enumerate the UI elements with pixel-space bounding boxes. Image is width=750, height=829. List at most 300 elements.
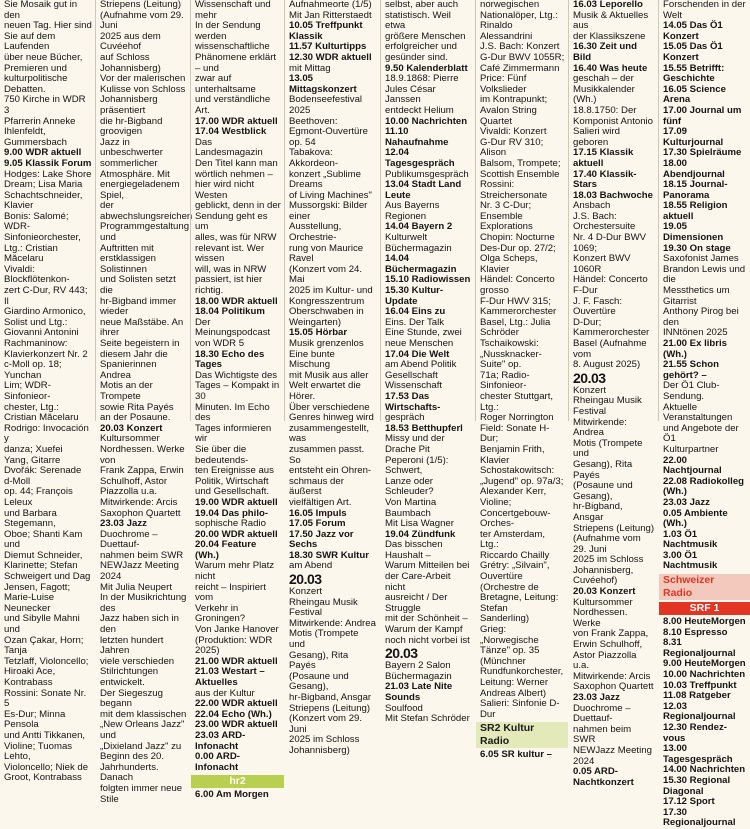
listing-line: Grétry: „Silvain", [480, 560, 550, 572]
listing-line: Bayern 2 Salon [385, 660, 451, 672]
listing-line: Kammerorchester [480, 306, 557, 318]
column-4-top [289, 0, 377, 572]
listing-line: 17.04 Westblick [195, 126, 267, 138]
listing-line: Rossini: Streichersonate [480, 179, 548, 201]
listing-line: 18.30 Echo des Tages [195, 348, 265, 371]
listing-line: 23.03 Jazz [573, 692, 620, 703]
listing-line: of Living Machines" [289, 189, 372, 201]
listing-line: 17.40 Klassik-Stars [573, 168, 637, 191]
listing-line: Nordhessen. Werke von [100, 443, 185, 466]
listing-line: Striepens (Leitung) [573, 522, 655, 534]
listing-line: diesem Jahr die [100, 348, 168, 360]
listing-line: Anthony Pirog bei den [663, 306, 739, 328]
listing-line: F-Dur HWV 315; [480, 295, 551, 307]
listing-line: Musik grenzenlos [289, 338, 364, 349]
listing-line: energiegeladenem Spiel, [100, 179, 180, 201]
listing-line: 2025 im Schloss [573, 554, 644, 566]
listing-line: (Konzert vom 24. Mai [289, 263, 363, 286]
listing-line: aus der Kultur [195, 687, 255, 699]
column-5 [380, 0, 475, 725]
listing-line: 16.30 Zeit und Bild [573, 41, 637, 63]
listing-line: neue Menschen [385, 338, 454, 349]
column-7-bottom [573, 386, 655, 789]
listing-line: Ltg.: Cristian Măcelaru [4, 242, 58, 265]
column-2 [95, 0, 193, 805]
listing-line: Violoncello; Niek de [4, 761, 89, 773]
listing-line: Motis (Trompete und [573, 437, 643, 460]
listing-line: wissenschaftliche [195, 41, 270, 53]
listing-line: reicht – Inspiriert vom [195, 581, 266, 604]
listing-line: viele verschieden [100, 655, 175, 667]
column-4 [284, 0, 380, 756]
listing-line: Groot, Kontrabass [4, 772, 82, 784]
listing-line: Kultursommer [573, 596, 633, 608]
listing-line: Soulfood [385, 702, 423, 714]
listing-line: Olga Scheps, Klavier [480, 253, 538, 275]
listing-line: Jules César Janssen [385, 83, 436, 106]
listing-line: Johannisberg) [289, 744, 350, 756]
listing-line: von Frank Zappa, [573, 628, 649, 640]
listing-line: 18.9.1868: Pierre [385, 73, 459, 85]
listing-line: Benjamin Frith, Klavier [480, 443, 545, 466]
listing-line: Nr. 4 D-Dur BWV 1069; [573, 232, 647, 254]
column-7 [568, 0, 658, 788]
listing-line: zusammen passt. So [289, 443, 365, 466]
listing-line: Jensen, Fagott; [4, 581, 71, 593]
listing-line: Rodrigo: Invocación y [4, 422, 89, 445]
listing-line: Violine; Tuomas Lehto, [4, 740, 73, 763]
listing-line: Komponist Antonio [573, 115, 654, 127]
listing-line: Tabakova: Akkordeon- [289, 147, 339, 169]
listing-line: Basel (Aufnahme vom [573, 338, 647, 360]
listing-line: Kongresszentrum [289, 295, 365, 307]
listing-line: 15.10 Radiowissen [385, 274, 471, 286]
listing-line: Saxofonist James [663, 253, 739, 265]
listing-line: Verkehr in Groningen? [195, 602, 246, 625]
listing-line: von WDR 5 [195, 338, 245, 349]
listing-line: Frank Zappa, Erwin [100, 465, 184, 477]
listing-line: Sie auf dem Laufenden [4, 30, 56, 53]
listing-line: 13.05 Mittagskonzert [289, 73, 357, 95]
listing-line: c-Moll op. 18; Yunchan [4, 359, 62, 381]
listing-line: 71a; Radio-Sinfonieor- [480, 369, 530, 392]
listing-line: 9.50 Kalenderblatt [385, 62, 468, 74]
listing-line: Konzert [289, 586, 323, 598]
listing-line: 22.00 WDR aktuell [195, 698, 278, 710]
listing-line: 9.00 HeuteMorgen [663, 658, 746, 670]
listing-line: Solist und Ltg.: [4, 316, 68, 328]
station-band-hr2: hr2 [191, 775, 284, 788]
listing-line: Mit Lisa Wagner [385, 518, 454, 530]
listing-line: 23.00 WDR aktuell [195, 719, 278, 731]
listing-line: Musikkalender (Wh.) [573, 83, 635, 106]
listing-line: konzert „Sublime Dreams [289, 168, 361, 191]
listing-line: Pfarrerin Anneke [4, 115, 76, 127]
listing-line: Hodges: Lake Shore [4, 168, 92, 180]
listing-line: Bretagne, Leitung: Stefan [480, 592, 559, 614]
listing-line: 14.05 Das Ö1 Konzert [663, 20, 723, 42]
listing-line: (Produktion: WDR 2025) [195, 634, 273, 657]
listing-line: Ihlenfeldt, Gummersbach [4, 126, 67, 148]
column-3-top [195, 0, 281, 773]
listing-line: Salieri wird geboren [573, 126, 620, 148]
listing-line: (Posaune und Gesang), [289, 670, 349, 693]
column-3-bottom [195, 790, 281, 801]
listing-line: will, was in NRW [195, 263, 267, 275]
listing-line: Striepens (Leitung) [289, 702, 371, 714]
listing-line: Sendung geht es um [195, 210, 268, 233]
listing-line: Aktuelle Veranstaltungen [663, 401, 733, 424]
listing-line: 14.00 Nachrichten [663, 764, 746, 776]
listing-line: Oberschwaben in [289, 306, 364, 318]
listing-line: Astor Piazzolla u.a. [573, 649, 637, 672]
column-8 [658, 0, 750, 829]
listing-line: Kulisse von Schloss [100, 83, 186, 95]
listing-line: Rinaldo Alessandrini [480, 20, 533, 42]
listing-line: Tänze" op. 35 (Münchner [480, 645, 540, 667]
column-8-top [663, 0, 747, 572]
concert-time-big: 20.03 [289, 571, 322, 588]
listing-line: 14.04 Büchermagazin [385, 253, 457, 275]
listing-line: Minuten. Im Echo des [195, 401, 270, 424]
listing-line: größere Menschen [385, 30, 466, 42]
listing-line: 18.00 WDR aktuell [195, 295, 278, 307]
listing-line: Sie über die bedeutends- [195, 443, 249, 466]
listing-line: Vor der malerischen [100, 73, 186, 85]
listing-line: Schachtschneider, Klavier [4, 189, 83, 212]
listing-line: 15.30 Regional Diagonal [663, 774, 731, 797]
listing-line: neue Maßstäbe. An ihrer [100, 316, 184, 339]
listing-line: wörtlich nehmen – [195, 168, 273, 180]
listing-line: Concertgebouw-Orches- [480, 507, 551, 530]
listing-line: (Aufnahme vom 29. Juni [573, 533, 641, 555]
listing-line: 18.00 Abendjournal [663, 157, 725, 180]
listing-line: 18.30 SWR Kultur [289, 549, 369, 561]
listing-line: Chopin: Nocturne [480, 232, 555, 244]
listing-line: ten Ereignisse aus [195, 465, 274, 477]
listing-line: 16.04 Eins zu [385, 306, 446, 318]
listing-line: im Kontrapunkt; [480, 94, 548, 106]
listing-line: „Nussknacker-Suite" op. [480, 348, 542, 371]
listing-line: Jazz in unbeschwerter [100, 136, 163, 159]
listing-line: Weingarten) [289, 316, 342, 328]
listing-line: Ausstellung, Orchestrie- [289, 221, 342, 244]
listing-line: Mussorgski: Bilder einer [289, 200, 368, 222]
listing-line: In der Musikrichtung des [100, 592, 187, 614]
listing-line: WDR-Sinfonieorchester, [4, 221, 81, 244]
listing-line: 23.03 ARD-Infonacht [195, 729, 246, 752]
listing-line: Konzert [573, 384, 607, 396]
listing-line: Atmosphäre. Mit [100, 168, 170, 180]
listing-line: Leitung: Werner [480, 677, 549, 688]
listing-line: Roger Norrington [480, 412, 554, 424]
listing-line: Saxophon Quartett [573, 681, 654, 693]
listing-line: Schulhoff, Astor [100, 475, 168, 487]
listing-line: Beginn des 20. [100, 751, 165, 763]
listing-line: 1.03 Ö1 Nachtmusik [663, 528, 718, 551]
listing-line: 10.00 Nachrichten [663, 669, 746, 681]
listing-line: Gesellschaft Wissenschaft [385, 369, 443, 392]
listing-line: sommerlicher [100, 157, 158, 169]
listing-line: 21.00 Ex libris (Wh.) [663, 338, 727, 360]
listing-line: 15.30 Kultur-Update [385, 285, 444, 307]
listing-line: Büchermagazin [385, 242, 452, 254]
listing-line: hr-Bigband, Ansgar [289, 692, 372, 703]
listing-line: Duochrome – Duettauf- [573, 702, 631, 725]
listing-line: 20.03 Konzert [573, 586, 636, 598]
listing-line: 2025 im Schloss [289, 734, 360, 746]
listing-line: 18.03 Bachwoche [573, 189, 653, 201]
listing-line: Andreas Albert) [480, 687, 547, 699]
listing-line: letzten hundert Jahren [100, 634, 164, 657]
listing-line: statistisch. Weil etwa [385, 9, 451, 32]
listing-line: und Antti Tikkanen, [4, 729, 86, 741]
listing-line: am Abend Politik [385, 359, 457, 371]
listing-line: 14.04 Bayern 2 [385, 221, 453, 233]
listing-line: Wissenschaft und mehr [195, 0, 271, 21]
listing-line: 20.00 WDR aktuell [195, 528, 278, 540]
listing-line: nahmen beim SWR [100, 549, 184, 561]
concert-time-big-2: 20.03 [573, 369, 606, 386]
listing-line: Eine Stunde, zwei [385, 327, 462, 339]
listing-line: 18.53 Betthupferl [385, 422, 463, 434]
listing-line: Aus Bayerns Regionen [385, 200, 440, 222]
listing-line: Spanierinnen Andrea [100, 359, 157, 381]
listing-line: Über verschiedene [289, 401, 370, 413]
listing-line: hr-Bigband, Ansgar [573, 501, 623, 523]
listing-line: 17.15 Klassik aktuell [573, 147, 634, 169]
column-6-top [480, 0, 565, 720]
listing-line: Tages – Kompakt in 30 [195, 380, 280, 402]
listing-line: Premieren und [4, 62, 67, 74]
listing-line: 12.04 Tagesgespräch [385, 147, 455, 169]
listing-line: und Gesellschaft. [195, 486, 270, 498]
listing-line: Auftritten mit [100, 242, 154, 254]
listing-line: 23.03 Jazz [100, 518, 147, 530]
listing-line: und verständliche Art. [195, 94, 271, 116]
listing-line: Striepens (Leitung) [100, 0, 182, 10]
listing-line: Nr. 3 C-Dur; Ensemble [480, 200, 532, 222]
listing-line: J. F. Fasch: Ouvertüre [573, 295, 623, 318]
listing-line: Beethoven: [289, 115, 338, 127]
listing-line: 12.30 WDR aktuell [289, 51, 372, 63]
listing-line: 20.03 Konzert [100, 422, 163, 434]
listing-line: Motis an der Trompete [100, 380, 153, 402]
column-8-bottom [663, 617, 747, 829]
listing-line: Rheingau Musik Festival [289, 596, 358, 619]
listing-line: ter Amsterdam, Ltg.: [480, 528, 546, 551]
listing-line: Politik, Wirtschaft [195, 475, 269, 487]
listing-line: Diemut Schneider, [4, 549, 83, 561]
listing-line: „Jugend" op. 97a/3; [480, 475, 564, 487]
listing-line: Rachmaninow: [4, 338, 68, 349]
listing-line: NEWJazz Meeting 2024 [100, 560, 179, 583]
listing-line: Konzert BWV 1060R [573, 253, 631, 275]
listing-line: geschah – der [573, 73, 634, 85]
listing-line: Giardino Armonico, [4, 306, 86, 318]
listing-line: 10.03 Treffpunkt [663, 679, 737, 691]
listing-line: Musik & Aktuelles aus [573, 9, 649, 32]
listing-line: rung von Maurice Ravel [289, 242, 364, 265]
listing-line: Aufnahmeorte (1/5) [289, 0, 372, 10]
listing-line: Programmgestaltung und [100, 221, 190, 244]
listing-line: Scottish Ensemble [480, 168, 560, 180]
listing-line: Yang, Gitarre [4, 454, 61, 466]
listing-line: Explorations [480, 221, 533, 233]
listing-line: 21.03 Westart – Aktuelles [195, 666, 265, 688]
listing-line: Missy und der Drache Pit [385, 433, 445, 455]
listing-line: 18.55 Religion aktuell [663, 200, 728, 222]
listing-line: norwegischen [480, 0, 540, 10]
listing-line: Bodenseefestival 2025 [289, 94, 363, 116]
listing-line: 12.30 Rendez-vous [663, 722, 727, 744]
listing-line: Jahrhunderts. Danach [100, 761, 159, 784]
listing-line: entdeckt Helium [385, 104, 454, 116]
listing-line: Balsom, Trompete; [480, 157, 561, 169]
listing-line: 8.00 HeuteMorgen [663, 616, 746, 628]
listing-line: Riccardo Chailly [480, 549, 550, 561]
listing-line: 8.31 Regionaljournal [663, 637, 736, 659]
listing-line: Phänomene erklärt – und [195, 51, 277, 74]
listing-line: Salieri: Sinfonie D-Dur [480, 698, 560, 720]
listing-line: Tetzlaff, Violoncello; [4, 655, 89, 667]
listing-line: 19.30 On stage [663, 242, 731, 254]
listing-line: Warum Mitteilen bei [385, 560, 470, 572]
listing-line: chester Stuttgart, Ltg.: [480, 390, 554, 413]
listing-line: 10.05 Treffpunkt Klassik [289, 20, 363, 42]
listing-line: 17.30 Spielräume [663, 147, 742, 159]
listing-line: Nordhessen. Werke [573, 607, 628, 629]
column-6-bottom [480, 750, 565, 761]
listing-line: mit dem klassischen [100, 708, 187, 720]
listing-line: 6.05 SR kultur – [480, 749, 552, 761]
listing-line: zwar auf unterhaltsame [195, 73, 256, 95]
listing-line: 13.04 Stadt Land Leute [385, 179, 462, 201]
listing-line: Stilrichtungen entwickelt. [100, 666, 159, 688]
listing-line: gespräch [385, 412, 425, 424]
listing-line: die hr-Bigband groovigen [100, 115, 163, 138]
listing-line: Rossini: Sonate Nr. 5 [4, 687, 87, 710]
listing-line: 8. August 2025) [573, 359, 641, 371]
listing-line: Egmont-Ouvertüre op. 54 [289, 126, 368, 148]
listing-line: 10.00 Nachrichten [385, 115, 468, 127]
listing-line: Nationalöper, Ltg.: [480, 9, 558, 21]
listing-line: Basel, Ltg.: Julia [480, 316, 551, 328]
listing-line: entsteht ein Ohren- [289, 465, 372, 477]
listing-line: Der Siegeszug begann [100, 687, 163, 710]
listing-line: Alexander Kerr, Violine; [480, 486, 547, 508]
listing-line: Welt erwartet die Hörer. [289, 380, 361, 402]
listing-line: 16.05 Impuls [289, 507, 347, 519]
listing-line: 15.05 Hörbar [289, 327, 348, 339]
listing-line: 18.15 Journal-Panorama [663, 179, 728, 201]
listing-line: 19.05 Dimensionen [663, 221, 724, 244]
station-band-schweizer-radio: Schweizer Radio [659, 574, 750, 600]
listing-line: Duochrome – Duettauf- [100, 528, 158, 551]
station-band-srf1: SRF 1 [659, 602, 750, 615]
listing-line: Tschaikowski: [480, 338, 539, 349]
listing-line: Eine bunte Mischung [289, 348, 335, 371]
listing-line: neuen Tag. Hier sind [4, 20, 92, 32]
listing-line: hr-Bigband immer wieder [100, 295, 177, 318]
listing-line: Ouvertüre (Orchestre de [480, 571, 539, 593]
listing-line: J.S. Bach: Konzert [480, 41, 560, 53]
listing-line: 20.04 Feature (Wh.) [195, 539, 257, 561]
listing-line: folgten immer neue Stile [100, 782, 183, 805]
listing-line: mit der Schönheit – [385, 613, 468, 625]
listing-line: 17.12 Sport [663, 796, 715, 808]
listing-line: Kultursommer [100, 433, 160, 445]
listing-line: Mitwirkende: Arcis [573, 670, 651, 682]
listing-line: Des-Dur op. 27/2; [480, 242, 556, 254]
listing-line: 17.00 WDR aktuell [195, 115, 278, 127]
listing-line: 9.00 WDR aktuell [4, 147, 82, 159]
listing-line: INNtönen 2025 [663, 327, 728, 339]
listing-line: 11.08 Ratgeber [663, 690, 731, 702]
listing-line: Dvořák: Serenade d-Moll [4, 465, 82, 487]
listing-line: Vivaldi: Konzert [480, 126, 547, 138]
listing-line: passiert, ist hier richtig. [195, 274, 263, 297]
listing-line: Sie Mosaik gut in den [4, 0, 78, 21]
listing-line: Schostakowitsch: [480, 465, 555, 477]
column-3 [190, 0, 284, 801]
listing-line: 0.05 Ambiente (Wh.) [663, 507, 728, 530]
listing-line: Oboe; Shanti Kam und [4, 528, 83, 551]
listing-line: 15.05 Das Ö1 Konzert [663, 41, 723, 63]
listing-line: 750 Kirche in WDR 3 [4, 94, 86, 116]
listing-line: Kulturpartner [663, 443, 719, 455]
listing-line: vielfältigen Art. [289, 496, 352, 508]
listing-line: alles, was für NRW [195, 232, 277, 244]
listing-line: Das Wichtigste des [195, 369, 278, 381]
listing-line: Büchermagazin [385, 670, 452, 682]
listing-line: 11.10 Nahaufnahme [385, 126, 449, 148]
listing-line: (Konzert vom 29. Juni [289, 713, 363, 735]
listing-line: 16.05 Science Arena [663, 83, 726, 106]
listing-line: mit Mittag [289, 62, 331, 74]
listing-line: 3.00 Ö1 Nachtmusik [663, 549, 718, 572]
listing-line: Field: Sonate H-Dur; [480, 422, 550, 445]
column-1 [0, 0, 95, 784]
listing-line: Mitwirkende: Andrea [573, 416, 627, 439]
listing-line: Hiroaki Ace, Kontrabass [4, 666, 56, 688]
listing-line: op. 44; François Leleux [4, 486, 73, 508]
listing-line: G-Dur BWV 1055R; [480, 51, 565, 63]
listing-line: noch nicht vorbei ist [385, 634, 470, 646]
listing-line: Johannisberg, Cuvéehof) [573, 564, 634, 587]
column-7-top [573, 0, 655, 371]
listing-line: 17.09 Kulturjournal [663, 126, 724, 148]
listing-line: 22.04 Echo (Wh.) [195, 708, 272, 720]
listing-line: 0.05 ARD-Nachtkonzert [573, 766, 634, 788]
listing-line: selbst, aber auch [385, 0, 459, 10]
listing-line: Lim; WDR-Sinfonieor- [4, 380, 51, 402]
listing-line: Schröder [480, 327, 519, 339]
listing-line: 19.00 WDR aktuell [195, 496, 278, 508]
listing-line: danza; Xuefei [4, 443, 63, 455]
listing-line: Mit Julia Neupert [100, 581, 172, 593]
listing-line: 17.53 Das Wirtschafts- [385, 390, 441, 413]
listing-line: 21.00 WDR aktuell [195, 655, 278, 667]
listing-line: ausreicht / Der Struggle [385, 592, 448, 614]
listing-line: 16.03 Leporello [573, 0, 643, 10]
listing-line: 8.10 Espresso [663, 626, 728, 638]
listing-line: kulturpolitische Debatten. [4, 73, 68, 95]
listing-line: der abwechslungsreichen [100, 200, 193, 222]
listing-line: Vivaldi: Blockflötenkon- [4, 263, 70, 286]
listing-line: Mitwirkende: Arcis [100, 496, 178, 508]
listing-line: 23.03 Jazz [663, 496, 710, 508]
